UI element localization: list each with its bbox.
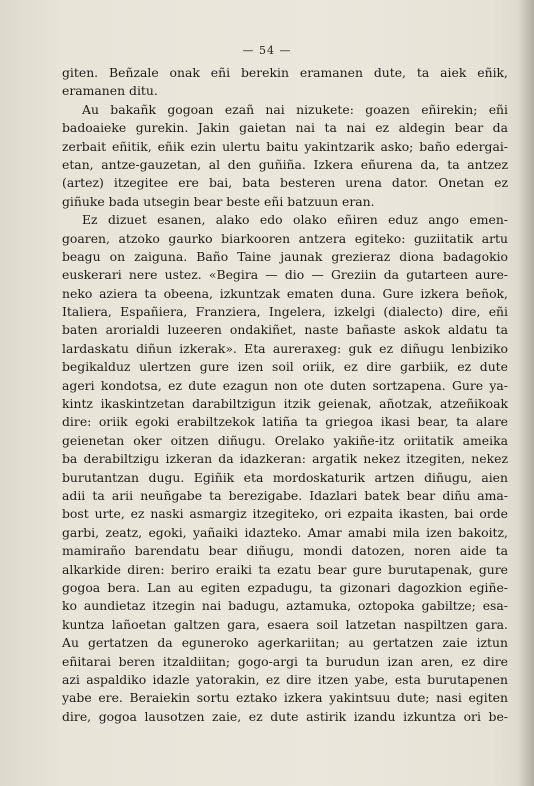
- text-line: azi aspaldiko idazle yatorakin, ez dire itzen yabe, esta burutapenen: [62, 671, 508, 687]
- text-line: garbi, zeatz, egoki, yañaiki idazteko. Amar amabi mila izen bakoitz,: [62, 524, 508, 540]
- text-line: zerbait eñitik, eñik ezin ulertu baitu yakintzarik asko; baño edergai-: [62, 138, 508, 154]
- text-line: etan, antze-gauzetan, al den guñiña. Izkera eñurena da, ta antzez: [62, 156, 508, 172]
- text-line: dire: oriik egoki erabiltzekok latiña ta griegoa ikasi bear, ta alare: [62, 414, 508, 430]
- text-line: adii ta arii neuñgabe ta berezigabe. Idazlari batek bear diñu ama-: [62, 487, 508, 503]
- text-line: mamiraño barendatu bear diñugu, mondi datozen, noren aide ta: [62, 543, 508, 559]
- text-line: kintz ikaskintzetan darabiltzigun itzik geienak, añotzak, atzeñikoak: [62, 396, 508, 412]
- text-line: begikalduz ulertzen gure izen soil oriik, ez dire garbiik, ez dute: [62, 359, 508, 375]
- text-line: yabe ere. Beraiekin sortu eztako izkera yakintsuu dute; nasi egiten: [62, 690, 508, 706]
- text-line: ba derabiltzigu izkeran da idazkeran: argatik nekez itzegiten, nekez: [62, 451, 508, 467]
- page-edge-shadow: [518, 0, 534, 786]
- text-line: goaren, atzoko gaurko biarkooren antzera egiteko: guziitatik artu: [62, 230, 508, 246]
- text-line: Italiera, Españiera, Franziera, Ingelera, izkelgi (dialecto) dire, eñi: [62, 304, 508, 320]
- text-line: Au gertatzen da eguneroko agerkariitan; au gertatzen zaie iztun: [62, 635, 508, 651]
- text-line: bost urte, ez naski asmargiz itzegiteko, ori ezpaita ikasten, bai orde: [62, 506, 508, 522]
- text-line: kuntza lañoetan galtzen gara, esaera soil latzetan naspiltzen gara.: [62, 616, 508, 632]
- text-line: beagu on zaiguna. Baño Taine jaunak grezieraz diona badagokio: [62, 248, 508, 264]
- text-line: dire, gogoa lausotzen zaie, ez dute astirik izandu izkuntza ori be-: [62, 708, 508, 724]
- text-line: ko aundietaz itzegin nai badugu, aztamuka, oztopoka gabiltze; esa-: [62, 598, 508, 614]
- text-line: ageri kondotsa, ez dute ezagun non ote duten sortzapena. Gure ya-: [62, 377, 508, 393]
- text-line: eramanen ditu.: [62, 83, 158, 99]
- page-number: — 54 —: [242, 44, 292, 57]
- text-line: neko aziera ta obeena, izkuntzak ematen duna. Gure izkera beñok,: [62, 285, 508, 301]
- text-line: lardaskatu diñun izkerak». Eta aureraxeg: guk ez diñugu lenbiziko: [62, 340, 508, 356]
- text-line: badoaieke gurekin. Jakin gaietan nai ta nai ez aldegin bear da: [62, 120, 508, 136]
- text-line: Ez dizuet esanen, alako edo olako eñiren eduz ango emen-: [82, 212, 508, 228]
- text-line: giñuke bada utsegin bear beste eñi batzuun eran.: [62, 193, 375, 209]
- text-line: giten. Beñzale onak eñi berekin eramanen dute, ta aiek eñik,: [62, 65, 508, 80]
- text-line: eñitarai beren itzaldiitan; gogo-argi ta burudun izan aren, ez dire: [62, 653, 508, 669]
- text-line: baten arorialdi luzeeren ondakiñet, naste bañaste askok aldatu ta: [62, 322, 508, 338]
- text-line: Au bakañk gogoan ezañ nai nizukete: goazen eñirekin; eñi: [82, 101, 508, 117]
- text-line: burutantzan dugu. Egiñik eta mordoskaturik artzen diñugu, aien: [62, 469, 508, 485]
- text-line: alkarkide diren: beriro eraiki ta ezatu bear gure burutapenak, gure: [62, 561, 508, 577]
- text-line: gogoa bera. Lan au egiten ezpadugu, ta gizonari dagozkion egiñe-: [62, 579, 508, 595]
- text-line: geienetan oker oitzen diñugu. Orelako yakiñe-itz oriitatik ameika: [62, 432, 508, 448]
- text-line: euskerari nere ustez. «Begira — dio — Greziin da gutarteen aure-: [62, 267, 508, 283]
- body-text: [62, 64, 508, 726]
- text-line: (artez) itzegitee ere bai, bata besteren urena dator. Onetan ez: [62, 175, 508, 191]
